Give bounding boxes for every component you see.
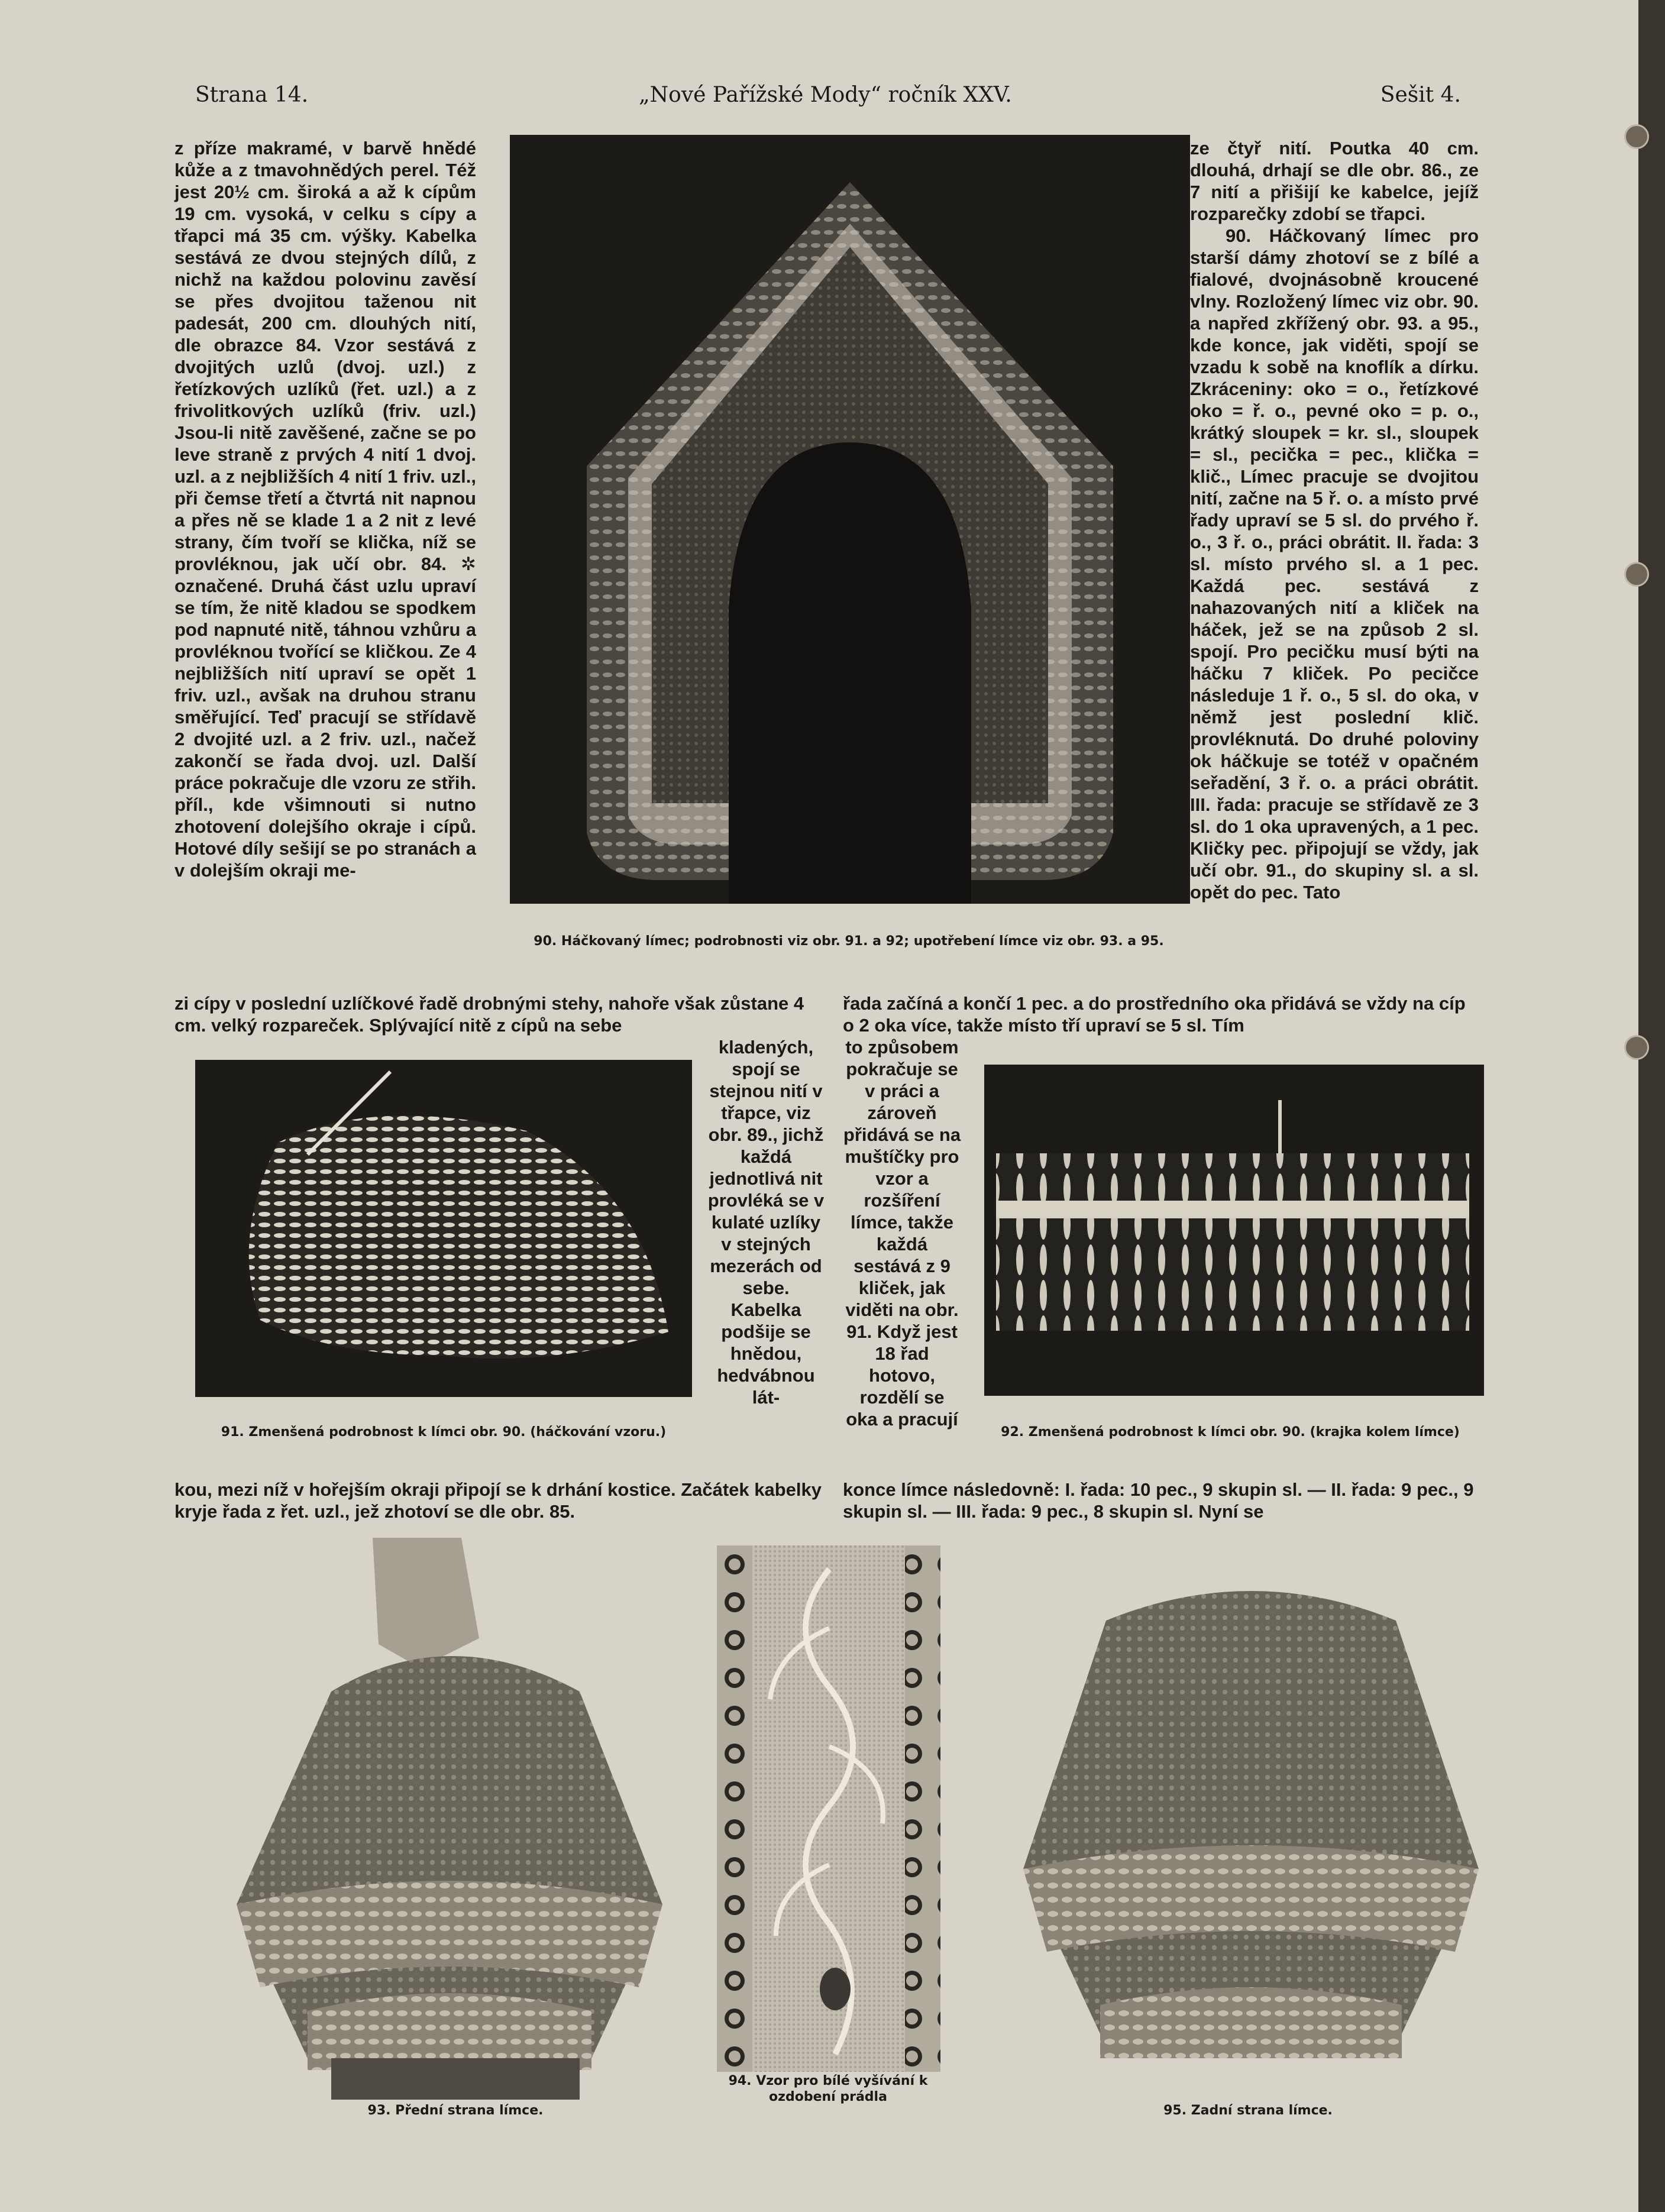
figure-95-back-view [1017, 1538, 1485, 2088]
spanning-text-left-1-content: zi cípy v poslední uzlíčkové řadě drobnými stehy, nahoře však zůstane 4 cm. velký rozpareček. Splývající nitě z cípů na sebe [174, 993, 804, 1036]
figure-90-collar-photo [510, 135, 1190, 904]
figure-95-caption: 95. Zadní strana límce. [1163, 2103, 1333, 2118]
right-paragraph-1: ze čtyř nití. Poutka 40 cm. dlouhá, drhají se dle obr. 86., ze 7 nití a přišijí ke kabelce, jejíž rozparečky zdobí se třapci. [1190, 138, 1479, 224]
binding-hole [1624, 1035, 1649, 1060]
figure-91-caption: 91. Zmenšená podrobnost k límci obr. 90. (háčkování vzoru.) [221, 1425, 667, 1440]
figure-94-embroidery-pattern [717, 1545, 940, 2072]
spanning-text-right-1 [843, 992, 1482, 1036]
spanning-text-right-2 [843, 1479, 1482, 1522]
spanning-text-left-2-content: kou, mezi níž v hořejším okraji připojí se k drhání kostice. Začátek kabelky kryje řada z řet. uzl., jež zhotoví se dle obr. 85. [174, 1479, 822, 1522]
middle-column-a [707, 1036, 825, 1408]
figure-93-caption: 93. Přední strana límce. [367, 2103, 544, 2118]
middle-column-b [843, 1036, 961, 1430]
binding-hole [1624, 124, 1649, 149]
figure-94-caption: 94. Vzor pro bílé vyšívání k ozdobení prádla [728, 2074, 928, 2104]
issue-number: Sešit 4. [1380, 83, 1461, 107]
spanning-text-right-2-content: konce límce následovně: I. řada: 10 pec., 9 skupin sl. — II. řada: 9 pec., 9 skupin sl. — III. řada: 9 pec., 8 skupin sl. Nyní se [843, 1479, 1474, 1522]
right-paragraph-2: 90. Háčkovaný límec pro starší dámy zhotoví se z bílé a fialové, dvojnásobně kroucené vlny. Rozložený límec viz obr. 90. a napřed zkřížený obr. 93. a 95., kde konce, jak viděti, spojí se vzadu k sobě na knoflík a dírku. Zkráceniny: oko = o., řetízkové oko = ř. o., pevné oko = p. o., krátký sloupek = kr. sl., sloupek = sl., pecička = pec., klička = klič., Límec pracuje se dvojitou nití, začne na 5 ř. o. a místo prvé řady upraví se 5 sl. do prvého ř. o., 3 ř. o., práci obrátit. II. řada: 3 sl. místo prvého sl. a 1 pec. Každá pec. sestává z nahazovaných nití a kliček na háček, jež se na způsob 2 sl. spojí. Pro pecičku musí býti na háčku 7 kliček. Po pecičce následuje 1 ř. o., 5 sl. do oka, v němž jest poslední klič. provléknutá. Do druhé poloviny ok háčkuje se totéž v opačném seřadění, 3 ř. o. a práci obrátit. III. řada: pracuje se střídavě ze 3 sl. do 1 oka upravených, a 1 pec. Kličky pec. připojují se vždy, jak učí obr. 91., do skupiny sl. a sl. opět do pec. Tato [1190, 225, 1479, 903]
figure-90-caption: 90. Háčkovaný límec; podrobnosti viz obr. 91. a 92; upotřebení límce viz obr. 93. a 95. [534, 934, 1164, 949]
page-header [195, 83, 1461, 116]
spanning-text-right-1-content: řada začíná a končí 1 pec. a do prostředního oka přidává se vždy na cíp o 2 oka více, takže místo tří upraví se 5 sl. Tím [843, 993, 1466, 1036]
page-number: Strana 14. [195, 83, 309, 107]
right-column [1190, 137, 1479, 903]
figure-91-crochet-detail [195, 1060, 692, 1397]
figure-92-caption: 92. Zmenšená podrobnost k límci obr. 90. (krajka kolem límce) [1001, 1425, 1460, 1440]
spanning-text-left-2 [174, 1479, 825, 1522]
figure-92-lace-edge [984, 1065, 1484, 1396]
left-paragraph: z příze makramé, v barvě hnědé kůže a z tmavohnědých perel. Též jest 20½ cm. široká a až k cípům 19 cm. vysoká, v celku s cípy a třapci má 35 cm. výšky. Kabelka sestává ze dvou stejných dílů, z nichž na každou polovinu zavěsí se přes dvojitou taženou nit padesát, 200 cm. dlouhých nití, dle obrazce 84. Vzor sestává z dvojitých uzlů (dvoj. uzl.) z řetízkových uzlíků (řet. uzl.) a z frivolitkových uzlíků (friv. uzl.) Jsou-li nitě zavěšené, začne se po leve straně z prvých 4 nití 1 dvoj. uzl. a z nejbližších 4 nití 1 friv. uzl., při čemse třetí a čtvrtá nit napnou a přes ně se klade 1 a 2 nit z levé strany, čím tvoří se klička, níž se provléknou, jak učí obr. 84. ✲ označené. Druhá část uzlu upraví se tím, že nitě kladou se spodkem pod napnuté nitě, táhnou vzhůru a provléknou tvořící se kličkou. Ze 4 nejbližších nití upraví se opět 1 friv. uzl., avšak na druhou stranu směřující. Teď pracují se střídavě 2 dvojité uzl. a 2 friv. uzl., načež zakončí se řada dvoj. uzl. Další práce pokračuje dle vzoru ze střih. příl., kde všimnouti si nutno zhotovení dolejšího okraje i cípů. Hotové díly sešijí se po stranách a v dolejším okraji me- [174, 138, 476, 881]
binding-edge [1638, 0, 1665, 2212]
spanning-text-left-1 [174, 992, 825, 1036]
figure-93-front-view [225, 1538, 674, 2100]
middle-column-a-content: kladených, spojí se stejnou nití v třapce, viz obr. 89., jichž každá jednotlivá nit provléká se v kulaté uzlíky v stejných mezerách od sebe. Kabelka podšije se hnědou, hedvábnou lát- [707, 1037, 825, 1408]
magazine-title: „Nové Pařížské Mody“ ročník XXV. [639, 83, 1012, 107]
middle-column-b-content: to způsobem pokračuje se v práci a zároveň přidává se na muštíčky pro vzor a rozšíření límce, takže každá sestává z 9 kliček, jak viděti na obr. 91. Když jest 18 řad hotovo, rozdělí se oka a pracují [843, 1037, 961, 1430]
left-column [174, 137, 476, 881]
binding-hole [1624, 562, 1649, 587]
